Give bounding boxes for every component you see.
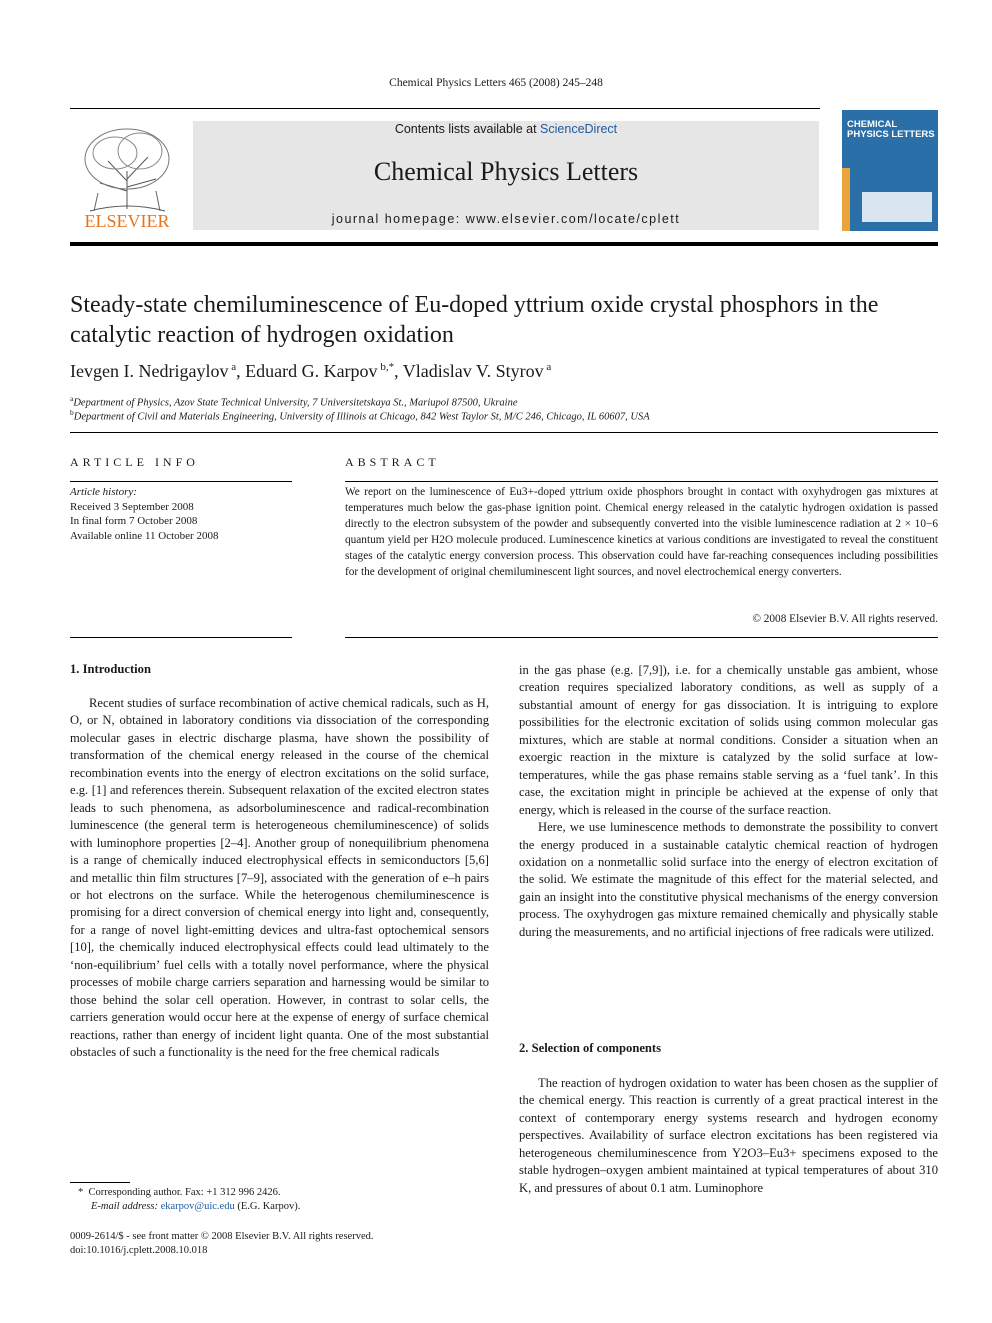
cover-stripe bbox=[842, 168, 850, 231]
footnote-rule bbox=[70, 1182, 130, 1183]
history-label: Article history: bbox=[70, 486, 137, 498]
affiliation: $^b$Department of Civil and Materials Engineering, University of Illinois at Chicago, 842 West Taylor St, M/C 246, Chicago, IL 60607, USA bbox=[70, 408, 650, 423]
divider bbox=[70, 481, 292, 482]
header-rule bbox=[70, 108, 820, 109]
elsevier-logo bbox=[70, 121, 185, 231]
journal-banner bbox=[193, 121, 819, 230]
cover-title: CHEMICAL PHYSICS LETTERS bbox=[847, 119, 935, 140]
elsevier-wordmark: ELSEVIER bbox=[84, 211, 170, 231]
received-date: Received 3 September 2008 bbox=[70, 500, 194, 513]
divider bbox=[70, 637, 292, 638]
paragraph: Here, we use luminescence methods to demonstrate the possibility to convert the energy produced in a sustainable catalytic chemical reaction of hydrogen oxidation on a nonmetallic solid surface into the energy of electron excitation of the solid. We estimate the magnitude of this effect for the material selected, and gain an insight into the constitutive physical mechanisms of the energy conversion process. The oxyhydrogen gas mixture remained chemically and physically stable during the measurements, and no artificial injections of free radicals were utilized. bbox=[519, 820, 938, 939]
left-column bbox=[70, 695, 489, 1062]
author-mark: a bbox=[546, 361, 552, 373]
article-info-heading: ARTICLE INFO bbox=[70, 455, 199, 469]
cover-graphic bbox=[862, 192, 932, 222]
author-name: Ievgen I. Nedrigaylov bbox=[70, 361, 229, 381]
author-mark: a bbox=[231, 361, 237, 373]
corresponding-text: Corresponding author. Fax: +1 312 996 2426. bbox=[88, 1187, 281, 1198]
abstract-text: We report on the luminescence of Eu3+-doped yttrium oxide phosphors brought in contact with oxyhydrogen gas mixtures at temperatures much below the gas-phase ignition point. Chemical energy released in the catalytic hydrogen oxidation is passed directly to the electron subsystem of the powder and subsequently converted into the visible luminescence radiation at 2 × 10−6 quantum yield per H2O molecule produced. Luminescence kinetics at various conditions are investigated to reveal the constituent stages of the catalytic energy conversion process. This observation could have far-reaching consequences including possibilities for the development of original chemiluminescent light sources, and novel electrochemical energy converters. bbox=[345, 486, 938, 578]
doi-line[interactable]: doi:10.1016/j.cplett.2008.10.018 bbox=[70, 1245, 208, 1256]
author-mark: b,* bbox=[380, 361, 395, 373]
email-label: E-mail address: bbox=[91, 1201, 158, 1212]
asterisk-mark: * bbox=[78, 1187, 89, 1198]
right-column bbox=[519, 662, 938, 941]
contents-line bbox=[193, 121, 819, 136]
sciencedirect-link[interactable]: ScienceDirect bbox=[540, 122, 618, 136]
contents-prefix: Contents lists available at bbox=[394, 122, 541, 136]
issn-line: 0009-2614/$ - see front matter © 2008 Elsevier B.V. All rights reserved. bbox=[70, 1231, 374, 1242]
online-date: Available online 11 October 2008 bbox=[70, 529, 219, 542]
paragraph: The reaction of hydrogen oxidation to water has been chosen as the supplier of the chemical energy. This reaction is currently of a great practical interest in the context of contemporary energy systems research and hydrogen economy perspectives. Availability of surface electron excitations has been registered via heterogeneous chemiluminescence from Y2O3–Eu3+ specimens exposed to the stable hydrogen–oxygen ambient maintained at typical temperatures of about 310 K, and pressures of about 0.1 atm. Luminophore bbox=[519, 1076, 938, 1195]
author-list: Ievgen I. Nedrigaylov $^a$, Eduard G. Karpov $^{b,*}$, Vladislav V. Styrov $^a$ bbox=[70, 361, 552, 381]
affiliation-text: Department of Physics, Azov State Technical University, 7 Universitetskaya St., Mariupol 87500, Ukraine bbox=[73, 397, 518, 409]
email-link[interactable]: ekarpov@uic.edu bbox=[160, 1201, 235, 1212]
affiliation: $^a$Department of Physics, Azov State Technical University, 7 Universitetskaya St., Mariupol 87500, Ukraine bbox=[70, 394, 518, 409]
divider bbox=[345, 481, 938, 482]
abstract-heading: ABSTRACT bbox=[345, 455, 440, 469]
divider bbox=[70, 432, 938, 433]
article-history bbox=[70, 485, 292, 543]
email-name: (E.G. Karpov). bbox=[237, 1201, 301, 1212]
affiliation-text: Department of Civil and Materials Engineering, University of Illinois at Chicago, 842 West Taylor St, M/C 246, Chicago, IL 60607, USA bbox=[73, 411, 650, 423]
right-column-section2 bbox=[519, 1075, 938, 1197]
journal-cover-image bbox=[842, 110, 938, 231]
journal-citation: Chemical Physics Letters 465 (2008) 245–248 bbox=[389, 77, 603, 89]
header-thick-rule bbox=[70, 242, 938, 246]
section-heading-selection: 2. Selection of components bbox=[519, 1041, 662, 1055]
corresponding-footnote bbox=[78, 1186, 281, 1201]
journal-homepage[interactable]: journal homepage: www.elsevier.com/locate/cplett bbox=[331, 212, 681, 226]
author-name: Eduard G. Karpov bbox=[245, 361, 378, 381]
section-heading-introduction: 1. Introduction bbox=[70, 662, 151, 676]
article-title: Steady-state chemiluminescence of Eu-doped yttrium oxide crystal phosphors in the catalytic reaction of hydrogen oxidation bbox=[70, 292, 879, 348]
abstract-copyright: © 2008 Elsevier B.V. All rights reserved. bbox=[752, 613, 938, 625]
revised-date: In final form 7 October 2008 bbox=[70, 515, 198, 528]
author-name: Vladislav V. Styrov bbox=[402, 361, 544, 381]
journal-name: Chemical Physics Letters bbox=[373, 157, 639, 186]
paragraph: in the gas phase (e.g. [7,9]), i.e. for a chemically unstable gas ambient, whose creation requires specialized laboratory conditions, as well as supply of a substantial amount of energy for gas dissociation. It is intriguing to explore possibilities for the electronic excitation of solids using common molecular gas mixtures, which are stable at normal conditions. Consider a situation when an exoergic reaction in the mixture is catalyzed by the solid surface at low-temperatures, while the gas phase remains stable serving as a ‘fuel tank’. In this case, the excitation might in principle be achieved at the expense of only that energy, which is released in the course of the surface reaction. bbox=[519, 663, 938, 817]
divider bbox=[345, 637, 938, 638]
email-footnote bbox=[91, 1200, 300, 1215]
paragraph: Recent studies of surface recombination of active chemical radicals, such as H, O, or N, obtained in laboratory conditions via dissociation of the corresponding molecular gases in electric discharge plasma, have shown the possibility of transformation of the chemical energy released in the course of the chemical recombination events into the energy of electron excitations on the solid surface, e.g. [1] and references therein. Subsequent relaxation of the excited electron states leads to such phenomena, as adsorboluminescence and radical-recombination luminescence (the general term is heterogeneous chemiluminescence) of solids with luminophore properties [2–4]. Another group of nonequilibrium phenomena is a range of chemically induced electrophysical effects in semiconductors [5,6] and metallic thin film structures [7–9], associated with the generation of e–h pairs or hot electrons on the surface. While the heterogenous chemiluminescence is promising for a direct conversion of chemical energy into light and, consequently, for a range of novel light-emitting devices and ultra-fast optochemical sensors [10], the chemically induced electrophysical effects could lead ultimately to the ‘non-equilibrium’ fuel cells with a totally novel performance, where the physical processes of mobile charge carriers separation and harnessing would be similar to those behind the solar cell operation. However, in contrast to solar cells, the carriers generation would occur here at the expense of energy of surface chemical reactions, rather than energy of incident light quanta. One of the most substantial obstacles of such a functionality is the need for the free chemical radicals bbox=[70, 696, 489, 1060]
